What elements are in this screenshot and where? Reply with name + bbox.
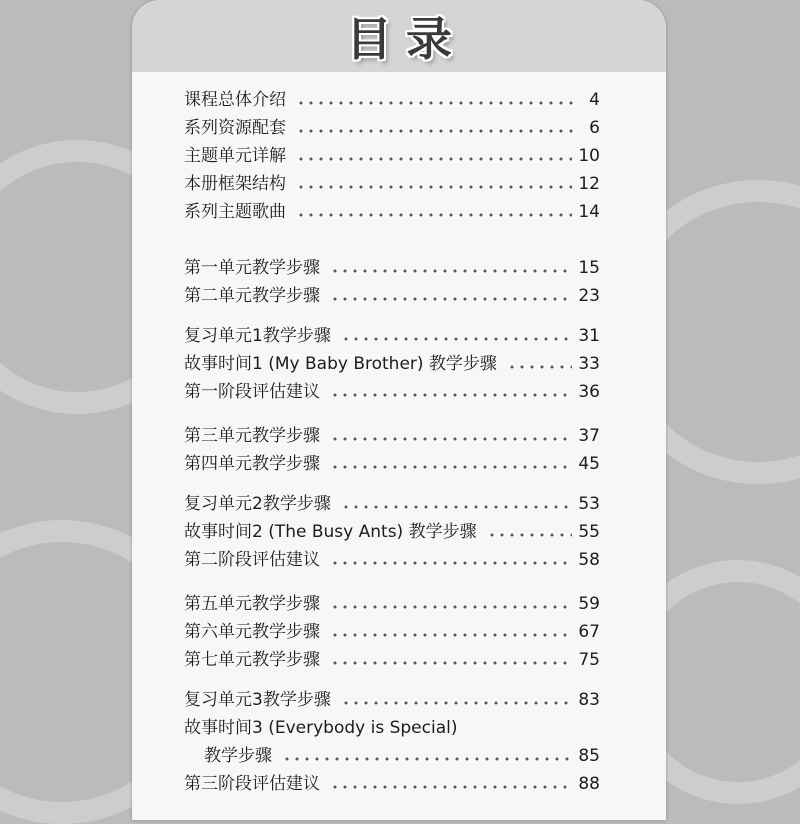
dot-leader [341, 701, 573, 705]
dot-leader [296, 157, 572, 161]
toc-entry-title: 教学步骤 [204, 746, 272, 766]
dot-leader [330, 269, 572, 273]
toc-entry-title: 第六单元教学步骤 [184, 622, 320, 642]
toc-entry-page: 14 [578, 202, 600, 222]
toc-entry[interactable] [184, 197, 600, 223]
dot-leader [330, 561, 572, 565]
toc-entry-title: 第三阶段评估建议 [184, 774, 320, 794]
toc-entry-title: 复习单元2教学步骤 [184, 494, 331, 514]
toc-entry-title: 第四单元教学步骤 [184, 454, 320, 474]
toc-entry[interactable] [184, 617, 600, 643]
toc-entry-page: 4 [589, 90, 600, 110]
toc-entry-title: 课程总体介绍 [184, 90, 286, 110]
toc-entry[interactable] [184, 645, 600, 671]
dot-leader [487, 533, 573, 537]
toc-entry-title: 系列主题歌曲 [184, 202, 286, 222]
toc-entry-page: 36 [578, 382, 600, 402]
toc-entry[interactable] [184, 545, 600, 571]
toc-entry-page: 10 [578, 146, 600, 166]
toc-entry[interactable] [184, 517, 600, 543]
toc-entry-title: 第一单元教学步骤 [184, 258, 320, 278]
dot-leader [341, 337, 573, 341]
toc-entry[interactable] [184, 489, 600, 515]
toc-page [132, 0, 666, 820]
toc-entry[interactable] [184, 421, 600, 447]
toc-entry-title: 复习单元1教学步骤 [184, 326, 331, 346]
toc-entry-page: 75 [578, 650, 600, 670]
dot-leader [341, 505, 573, 509]
toc-entry-title: 第七单元教学步骤 [184, 650, 320, 670]
dot-leader [330, 393, 572, 397]
toc-entry[interactable] [184, 685, 600, 711]
title-char: 录 [406, 12, 452, 66]
toc-entry-title: 主题单元详解 [184, 146, 286, 166]
dot-leader [296, 101, 576, 105]
toc-entry[interactable] [184, 321, 600, 347]
toc-entry-page: 31 [578, 326, 600, 346]
toc-entry-title: 故事时间1 (My Baby Brother) 教学步骤 [184, 354, 497, 374]
dot-leader [296, 185, 572, 189]
toc-entry-page: 53 [578, 494, 600, 514]
dot-leader [330, 437, 572, 441]
toc-entry[interactable] [184, 169, 600, 195]
toc-entry-page: 33 [578, 354, 600, 374]
toc-entry-page: 58 [578, 550, 600, 570]
title-char: 目 [346, 12, 392, 66]
toc-entry[interactable] [184, 281, 600, 307]
toc-entry[interactable] [184, 253, 600, 279]
toc-entry[interactable] [184, 449, 600, 475]
toc-entry-wrapped[interactable] [184, 713, 600, 739]
toc-entry-title: 第二阶段评估建议 [184, 550, 320, 570]
toc-entry-page: 15 [578, 258, 600, 278]
dot-leader [296, 213, 572, 217]
toc-entry[interactable] [184, 377, 600, 403]
toc-entry-page: 67 [578, 622, 600, 642]
dot-leader [330, 785, 572, 789]
toc-entry-title: 第一阶段评估建议 [184, 382, 320, 402]
toc-entry-title: 故事时间2 (The Busy Ants) 教学步骤 [184, 522, 477, 542]
dot-leader [507, 365, 572, 369]
toc-entry[interactable] [184, 113, 600, 139]
toc-entry-title: 复习单元3教学步骤 [184, 690, 331, 710]
toc-entry-page: 37 [578, 426, 600, 446]
dot-leader [330, 605, 572, 609]
dot-leader [282, 757, 572, 761]
toc-entry[interactable] [184, 741, 600, 767]
toc-entry-title: 系列资源配套 [184, 118, 286, 138]
toc-entry-page: 85 [578, 746, 600, 766]
toc-entry-page: 88 [578, 774, 600, 794]
toc-entry-title: 第五单元教学步骤 [184, 594, 320, 614]
toc-entry-page: 23 [578, 286, 600, 306]
toc-entry-title: 故事时间3 (Everybody is Special) [184, 718, 458, 738]
dot-leader [296, 129, 576, 133]
toc-entry-page: 59 [578, 594, 600, 614]
toc-entry-title: 本册框架结构 [184, 174, 286, 194]
toc-entry[interactable] [184, 589, 600, 615]
toc-entry[interactable] [184, 85, 600, 111]
toc-entry-page: 6 [589, 118, 600, 138]
toc-entry-title: 第二单元教学步骤 [184, 286, 320, 306]
toc-list [132, 0, 666, 800]
toc-entry[interactable] [184, 141, 600, 167]
toc-entry-title: 第三单元教学步骤 [184, 426, 320, 446]
toc-entry-page: 83 [578, 690, 600, 710]
toc-entry[interactable] [184, 769, 600, 795]
dot-leader [330, 297, 572, 301]
dot-leader [330, 661, 572, 665]
dot-leader [330, 633, 572, 637]
toc-entry[interactable] [184, 349, 600, 375]
toc-entry-page: 45 [578, 454, 600, 474]
toc-entry-page: 55 [578, 522, 600, 542]
dot-leader [330, 465, 572, 469]
toc-entry-page: 12 [578, 174, 600, 194]
